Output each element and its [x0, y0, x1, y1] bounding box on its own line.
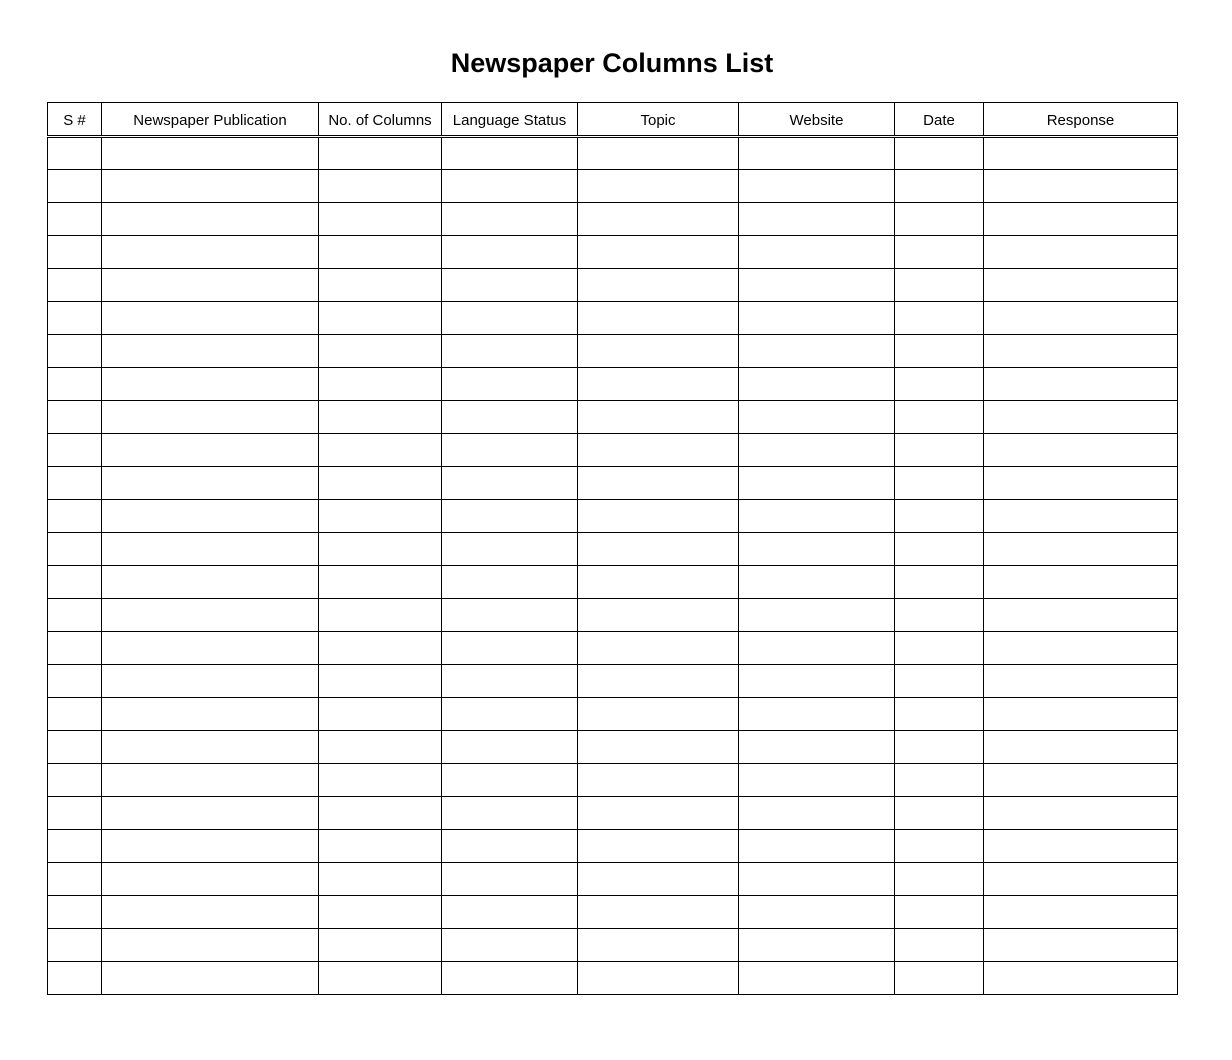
date-cell — [895, 764, 984, 797]
table-row — [48, 170, 1178, 203]
column-header-response: Response — [984, 103, 1178, 137]
serial-number-cell — [48, 401, 102, 434]
number-of-columns-cell — [319, 929, 442, 962]
serial-number-cell — [48, 533, 102, 566]
number-of-columns-cell — [319, 830, 442, 863]
response-cell — [984, 203, 1178, 236]
response-cell — [984, 236, 1178, 269]
newspaper-publication-cell — [102, 566, 319, 599]
column-header-date: Date — [895, 103, 984, 137]
response-cell — [984, 665, 1178, 698]
column-header-website: Website — [739, 103, 895, 137]
table-row — [48, 599, 1178, 632]
date-cell — [895, 731, 984, 764]
language-status-cell — [442, 764, 578, 797]
table-row — [48, 236, 1178, 269]
date-cell — [895, 929, 984, 962]
newspaper-publication-cell — [102, 203, 319, 236]
language-status-cell — [442, 467, 578, 500]
topic-cell — [578, 665, 739, 698]
table-row — [48, 302, 1178, 335]
number-of-columns-cell — [319, 731, 442, 764]
response-cell — [984, 698, 1178, 731]
website-cell — [739, 500, 895, 533]
response-cell — [984, 368, 1178, 401]
date-cell — [895, 533, 984, 566]
date-cell — [895, 797, 984, 830]
newspaper-publication-cell — [102, 599, 319, 632]
table-row — [48, 368, 1178, 401]
language-status-cell — [442, 896, 578, 929]
serial-number-cell — [48, 269, 102, 302]
language-status-cell — [442, 500, 578, 533]
topic-cell — [578, 368, 739, 401]
number-of-columns-cell — [319, 896, 442, 929]
number-of-columns-cell — [319, 203, 442, 236]
website-cell — [739, 962, 895, 995]
website-cell — [739, 434, 895, 467]
number-of-columns-cell — [319, 665, 442, 698]
newspaper-publication-cell — [102, 467, 319, 500]
language-status-cell — [442, 731, 578, 764]
serial-number-cell — [48, 170, 102, 203]
column-header-newspaper-publication: Newspaper Publication — [102, 103, 319, 137]
newspaper-columns-table — [47, 102, 1178, 995]
serial-number-cell — [48, 137, 102, 170]
serial-number-cell — [48, 236, 102, 269]
website-cell — [739, 401, 895, 434]
language-status-cell — [442, 401, 578, 434]
language-status-cell — [442, 863, 578, 896]
number-of-columns-cell — [319, 170, 442, 203]
number-of-columns-cell — [319, 863, 442, 896]
newspaper-publication-cell — [102, 170, 319, 203]
response-cell — [984, 302, 1178, 335]
date-cell — [895, 863, 984, 896]
website-cell — [739, 863, 895, 896]
response-cell — [984, 335, 1178, 368]
table-row — [48, 203, 1178, 236]
topic-cell — [578, 698, 739, 731]
serial-number-cell — [48, 368, 102, 401]
website-cell — [739, 335, 895, 368]
topic-cell — [578, 566, 739, 599]
website-cell — [739, 632, 895, 665]
table-row — [48, 764, 1178, 797]
newspaper-publication-cell — [102, 434, 319, 467]
response-cell — [984, 896, 1178, 929]
language-status-cell — [442, 302, 578, 335]
table-row — [48, 533, 1178, 566]
number-of-columns-cell — [319, 236, 442, 269]
number-of-columns-cell — [319, 368, 442, 401]
serial-number-cell — [48, 632, 102, 665]
serial-number-cell — [48, 830, 102, 863]
language-status-cell — [442, 236, 578, 269]
date-cell — [895, 599, 984, 632]
newspaper-publication-cell — [102, 500, 319, 533]
column-header-topic: Topic — [578, 103, 739, 137]
topic-cell — [578, 269, 739, 302]
newspaper-publication-cell — [102, 665, 319, 698]
website-cell — [739, 269, 895, 302]
response-cell — [984, 962, 1178, 995]
table-body — [48, 137, 1178, 995]
website-cell — [739, 698, 895, 731]
newspaper-publication-cell — [102, 269, 319, 302]
topic-cell — [578, 533, 739, 566]
date-cell — [895, 203, 984, 236]
serial-number-cell — [48, 764, 102, 797]
page-title: Newspaper Columns List — [450, 48, 774, 78]
language-status-cell — [442, 137, 578, 170]
number-of-columns-cell — [319, 137, 442, 170]
date-cell — [895, 962, 984, 995]
number-of-columns-cell — [319, 797, 442, 830]
response-cell — [984, 797, 1178, 830]
number-of-columns-cell — [319, 698, 442, 731]
column-header-number-of-columns: No. of Columns — [319, 103, 442, 137]
table-row — [48, 731, 1178, 764]
table-row — [48, 665, 1178, 698]
topic-cell — [578, 599, 739, 632]
date-cell — [895, 896, 984, 929]
date-cell — [895, 632, 984, 665]
topic-cell — [578, 236, 739, 269]
date-cell — [895, 500, 984, 533]
response-cell — [984, 566, 1178, 599]
newspaper-publication-cell — [102, 236, 319, 269]
language-status-cell — [442, 269, 578, 302]
topic-cell — [578, 434, 739, 467]
newspaper-publication-cell — [102, 302, 319, 335]
date-cell — [895, 236, 984, 269]
table-header — [48, 103, 1178, 137]
website-cell — [739, 599, 895, 632]
website-cell — [739, 797, 895, 830]
topic-cell — [578, 896, 739, 929]
website-cell — [739, 533, 895, 566]
serial-number-cell — [48, 302, 102, 335]
language-status-cell — [442, 962, 578, 995]
date-cell — [895, 566, 984, 599]
table-row — [48, 929, 1178, 962]
number-of-columns-cell — [319, 269, 442, 302]
table-row — [48, 632, 1178, 665]
serial-number-cell — [48, 434, 102, 467]
serial-number-cell — [48, 599, 102, 632]
website-cell — [739, 368, 895, 401]
topic-cell — [578, 467, 739, 500]
number-of-columns-cell — [319, 533, 442, 566]
date-cell — [895, 368, 984, 401]
table-row — [48, 698, 1178, 731]
number-of-columns-cell — [319, 302, 442, 335]
language-status-cell — [442, 929, 578, 962]
response-cell — [984, 137, 1178, 170]
response-cell — [984, 467, 1178, 500]
date-cell — [895, 401, 984, 434]
topic-cell — [578, 632, 739, 665]
topic-cell — [578, 401, 739, 434]
serial-number-cell — [48, 566, 102, 599]
topic-cell — [578, 929, 739, 962]
response-cell — [984, 632, 1178, 665]
date-cell — [895, 170, 984, 203]
newspaper-publication-cell — [102, 797, 319, 830]
number-of-columns-cell — [319, 434, 442, 467]
newspaper-publication-cell — [102, 335, 319, 368]
serial-number-cell — [48, 929, 102, 962]
newspaper-publication-cell — [102, 731, 319, 764]
serial-number-cell — [48, 797, 102, 830]
serial-number-cell — [48, 665, 102, 698]
date-cell — [895, 269, 984, 302]
newspaper-publication-cell — [102, 929, 319, 962]
serial-number-cell — [48, 863, 102, 896]
language-status-cell — [442, 170, 578, 203]
table-row — [48, 137, 1178, 170]
website-cell — [739, 566, 895, 599]
language-status-cell — [442, 797, 578, 830]
table-row — [48, 434, 1178, 467]
newspaper-publication-cell — [102, 401, 319, 434]
topic-cell — [578, 830, 739, 863]
language-status-cell — [442, 599, 578, 632]
newspaper-publication-cell — [102, 830, 319, 863]
language-status-cell — [442, 203, 578, 236]
website-cell — [739, 170, 895, 203]
number-of-columns-cell — [319, 599, 442, 632]
topic-cell — [578, 731, 739, 764]
table-row — [48, 269, 1178, 302]
website-cell — [739, 665, 895, 698]
language-status-cell — [442, 434, 578, 467]
newspaper-publication-cell — [102, 896, 319, 929]
table-row — [48, 335, 1178, 368]
newspaper-publication-cell — [102, 368, 319, 401]
table-row — [48, 500, 1178, 533]
topic-cell — [578, 137, 739, 170]
newspaper-publication-cell — [102, 764, 319, 797]
number-of-columns-cell — [319, 335, 442, 368]
response-cell — [984, 731, 1178, 764]
website-cell — [739, 764, 895, 797]
website-cell — [739, 236, 895, 269]
website-cell — [739, 896, 895, 929]
response-cell — [984, 929, 1178, 962]
number-of-columns-cell — [319, 632, 442, 665]
number-of-columns-cell — [319, 401, 442, 434]
newspaper-publication-cell — [102, 533, 319, 566]
serial-number-cell — [48, 962, 102, 995]
topic-cell — [578, 863, 739, 896]
topic-cell — [578, 797, 739, 830]
response-cell — [984, 401, 1178, 434]
column-header-serial-number: S # — [48, 103, 102, 137]
number-of-columns-cell — [319, 764, 442, 797]
response-cell — [984, 863, 1178, 896]
newspaper-publication-cell — [102, 137, 319, 170]
serial-number-cell — [48, 896, 102, 929]
website-cell — [739, 731, 895, 764]
serial-number-cell — [48, 731, 102, 764]
topic-cell — [578, 302, 739, 335]
serial-number-cell — [48, 698, 102, 731]
serial-number-cell — [48, 203, 102, 236]
table-row — [48, 830, 1178, 863]
newspaper-publication-cell — [102, 632, 319, 665]
language-status-cell — [442, 632, 578, 665]
topic-cell — [578, 170, 739, 203]
website-cell — [739, 467, 895, 500]
language-status-cell — [442, 665, 578, 698]
response-cell — [984, 764, 1178, 797]
response-cell — [984, 269, 1178, 302]
topic-cell — [578, 500, 739, 533]
website-cell — [739, 137, 895, 170]
topic-cell — [578, 203, 739, 236]
header-row — [48, 103, 1178, 137]
date-cell — [895, 698, 984, 731]
newspaper-publication-cell — [102, 698, 319, 731]
number-of-columns-cell — [319, 566, 442, 599]
language-status-cell — [442, 698, 578, 731]
date-cell — [895, 434, 984, 467]
serial-number-cell — [48, 335, 102, 368]
website-cell — [739, 302, 895, 335]
topic-cell — [578, 764, 739, 797]
table-row — [48, 467, 1178, 500]
table-row — [48, 863, 1178, 896]
website-cell — [739, 830, 895, 863]
table-row — [48, 896, 1178, 929]
date-cell — [895, 302, 984, 335]
table-row — [48, 566, 1178, 599]
table-row — [48, 401, 1178, 434]
website-cell — [739, 203, 895, 236]
number-of-columns-cell — [319, 962, 442, 995]
table-row — [48, 797, 1178, 830]
topic-cell — [578, 962, 739, 995]
topic-cell — [578, 335, 739, 368]
column-header-language-status: Language Status — [442, 103, 578, 137]
response-cell — [984, 170, 1178, 203]
serial-number-cell — [48, 500, 102, 533]
response-cell — [984, 599, 1178, 632]
date-cell — [895, 665, 984, 698]
response-cell — [984, 500, 1178, 533]
response-cell — [984, 830, 1178, 863]
language-status-cell — [442, 566, 578, 599]
language-status-cell — [442, 368, 578, 401]
number-of-columns-cell — [319, 467, 442, 500]
newspaper-publication-cell — [102, 863, 319, 896]
table-row — [48, 962, 1178, 995]
date-cell — [895, 335, 984, 368]
number-of-columns-cell — [319, 500, 442, 533]
date-cell — [895, 137, 984, 170]
website-cell — [739, 929, 895, 962]
language-status-cell — [442, 533, 578, 566]
date-cell — [895, 830, 984, 863]
response-cell — [984, 533, 1178, 566]
language-status-cell — [442, 830, 578, 863]
response-cell — [984, 434, 1178, 467]
date-cell — [895, 467, 984, 500]
language-status-cell — [442, 335, 578, 368]
newspaper-publication-cell — [102, 962, 319, 995]
serial-number-cell — [48, 467, 102, 500]
